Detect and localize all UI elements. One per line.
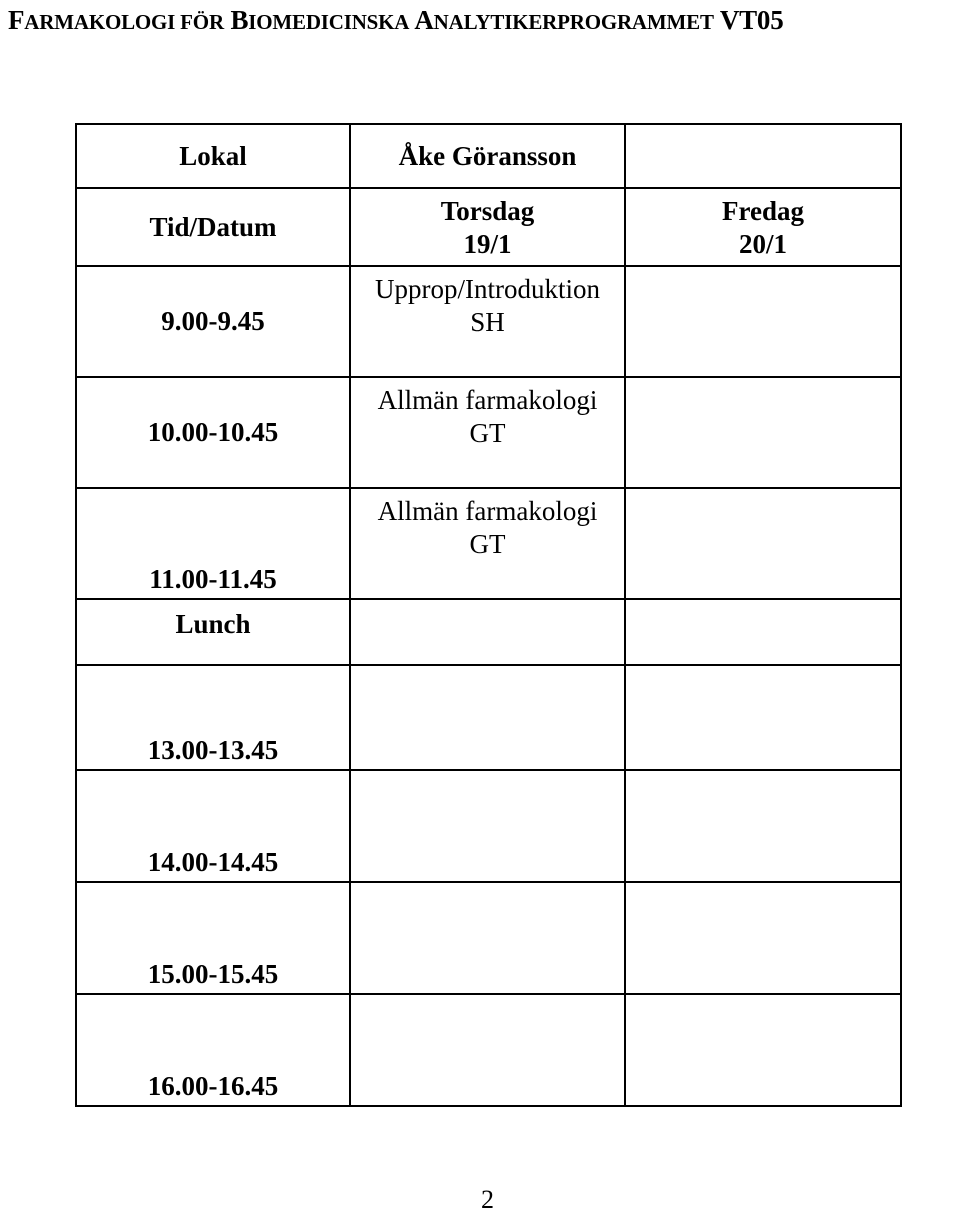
table-row [76,488,901,599]
day2-session-cell [625,377,901,488]
date-row [76,188,901,266]
day1-session-cell [350,882,625,994]
time-cell: 9.00-9.45 [76,266,350,377]
day1-date: 19/1 [463,229,512,259]
time-cell: 15.00-15.45 [76,882,350,994]
title-word1-rest: ARMAKOLOGI FÖR [24,10,224,34]
table-row [76,770,901,882]
day1-session-cell [350,665,625,770]
day1-session-cell [350,994,625,1106]
title-word2-cap: B [230,5,249,35]
title-word2-rest: IOMEDICINSKA [248,10,410,34]
session-title: Allmän farmakologi [377,385,598,415]
time-cell: 11.00-11.45 [76,488,350,599]
day1-session-cell [350,770,625,882]
table-row [76,266,901,377]
day2-session-cell [625,266,901,377]
day2-name: Fredag [722,196,804,226]
table-header-row [76,124,901,188]
day2-session-cell [625,994,901,1106]
day1-session-cell [350,266,625,377]
page-number: 2 [481,1185,494,1214]
title-word3-rest: NALYTIKERPROGRAMMET [433,10,714,34]
table-row [76,377,901,488]
day2-session-cell [625,488,901,599]
table-row [76,665,901,770]
lokal-header-cell: Lokal [76,124,350,188]
day2-session-cell [625,599,901,665]
teacher-header-cell: Åke Göransson [350,124,625,188]
day2-session-cell [625,665,901,770]
day2-session-cell [625,770,901,882]
table-row [76,994,901,1106]
time-cell: 10.00-10.45 [76,377,350,488]
day2-header-cell [625,188,901,266]
time-cell: 16.00-16.45 [76,994,350,1106]
session-title: Allmän farmakologi [377,496,598,526]
document-title [8,4,958,38]
schedule-table [75,123,902,1107]
empty-header-cell [625,124,901,188]
day1-session-cell [350,599,625,665]
table-row [76,882,901,994]
session-teacher: GT [469,529,506,559]
time-cell: 14.00-14.45 [76,770,350,882]
day2-session-cell [625,882,901,994]
day1-session-cell [350,488,625,599]
lunch-cell: Lunch [76,599,350,665]
tid-datum-cell: Tid/Datum [76,188,350,266]
day2-date: 20/1 [738,229,787,259]
title-word3-cap: A [414,5,434,35]
day1-session-cell [350,377,625,488]
day1-header-cell [350,188,625,266]
session-title: Upprop/Introduktion [375,274,600,304]
title-term: VT05 [719,5,784,35]
session-teacher: GT [469,418,506,448]
session-teacher: SH [470,307,505,337]
day1-name: Torsdag [440,196,535,226]
title-word1-cap: F [8,5,25,35]
time-cell: 13.00-13.45 [76,665,350,770]
lunch-row [76,599,901,665]
